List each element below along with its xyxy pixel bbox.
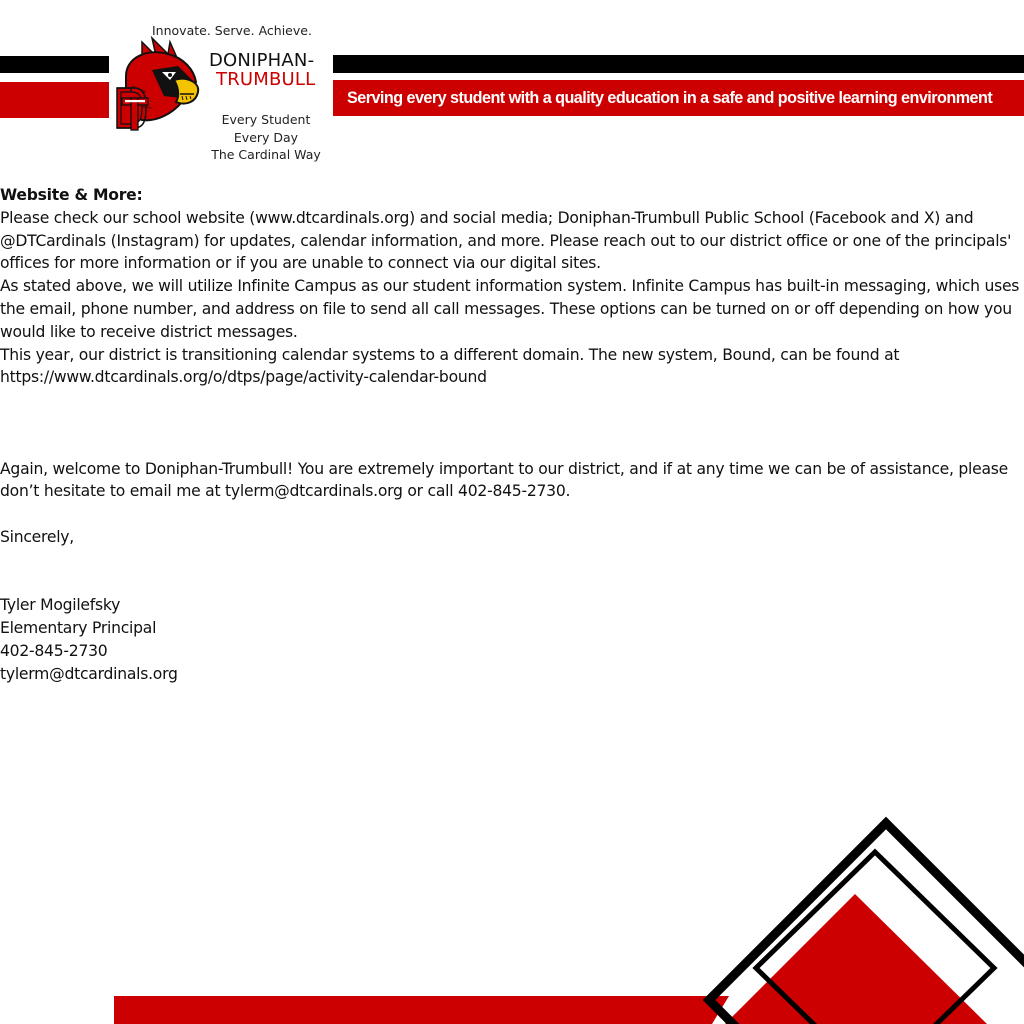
footer-red-diamond bbox=[725, 894, 987, 1024]
school-name-line-2: TRUMBULL bbox=[216, 69, 316, 90]
header-stripe-red-left bbox=[0, 82, 109, 118]
section-heading: Website & More: bbox=[0, 186, 143, 204]
paragraph-infinite-campus: As stated above, we will utilize Infinite Campus as our student information system. Infinite Campus has built-in messaging, which uses the email, phone number, and address on file to send all call messages. These options can be turned on or off depending on how you would like to receive district messages. bbox=[0, 277, 1020, 341]
slogan-line: The Cardinal Way bbox=[211, 147, 321, 162]
spacer bbox=[0, 389, 1022, 457]
school-motto: Innovate. Serve. Achieve. bbox=[152, 23, 312, 38]
paragraph-calendar: This year, our district is transitioning calendar systems to a different domain. The new system, Bound, can be found at https://www.dtcardinals.org/o/dtps/page/activity-calendar-bound bbox=[0, 345, 900, 387]
spacer bbox=[0, 503, 1022, 526]
paragraph-website: Please check our school website (www.dtcardinals.org) and social media; Doniphan-Trumbull Public School (Facebook and X) and @DTCardinals (Instagram) for updates, calendar information, and more. Please reach out to our district office or one of the principals' offices for more information or if you are unable to connect via our digital sites. bbox=[0, 208, 1012, 273]
footer-red-bar bbox=[114, 996, 729, 1024]
letter-body bbox=[0, 184, 1022, 686]
sign-off: Sincerely, bbox=[0, 527, 74, 546]
slogan-line: Every Day bbox=[233, 129, 299, 145]
signature-name: Tyler Mogilefsky bbox=[0, 596, 121, 615]
header-stripe-black-left bbox=[0, 56, 109, 73]
signature-phone: 402-845-2730 bbox=[0, 641, 108, 660]
school-slogan bbox=[200, 111, 332, 164]
signature-email: tylerm@dtcardinals.org bbox=[0, 664, 178, 683]
footer-inner-diamond-outline bbox=[756, 852, 994, 1024]
signature-block bbox=[0, 594, 1022, 685]
header-stripe-black-right bbox=[333, 55, 1024, 73]
footer-outer-diamond-outline bbox=[709, 823, 1024, 1024]
spacer bbox=[0, 549, 1022, 595]
slogan-line: Every Student bbox=[221, 112, 311, 127]
closing-paragraph: Again, welcome to Doniphan-Trumbull! You are extremely important to our district, and if at any time we can be of assistance, please don’t hesitate to email me at tylerm@dtcardinals.org or call 402-845-2730. bbox=[0, 459, 1009, 501]
school-name-line-1: DONIPHAN- bbox=[209, 50, 315, 71]
signature-title: Elementary Principal bbox=[0, 619, 157, 638]
mission-statement: Serving every student with a quality education in a safe and positive learning environment bbox=[347, 88, 993, 107]
cardinal-mascot-logo bbox=[112, 36, 204, 132]
mission-banner bbox=[333, 80, 1024, 116]
